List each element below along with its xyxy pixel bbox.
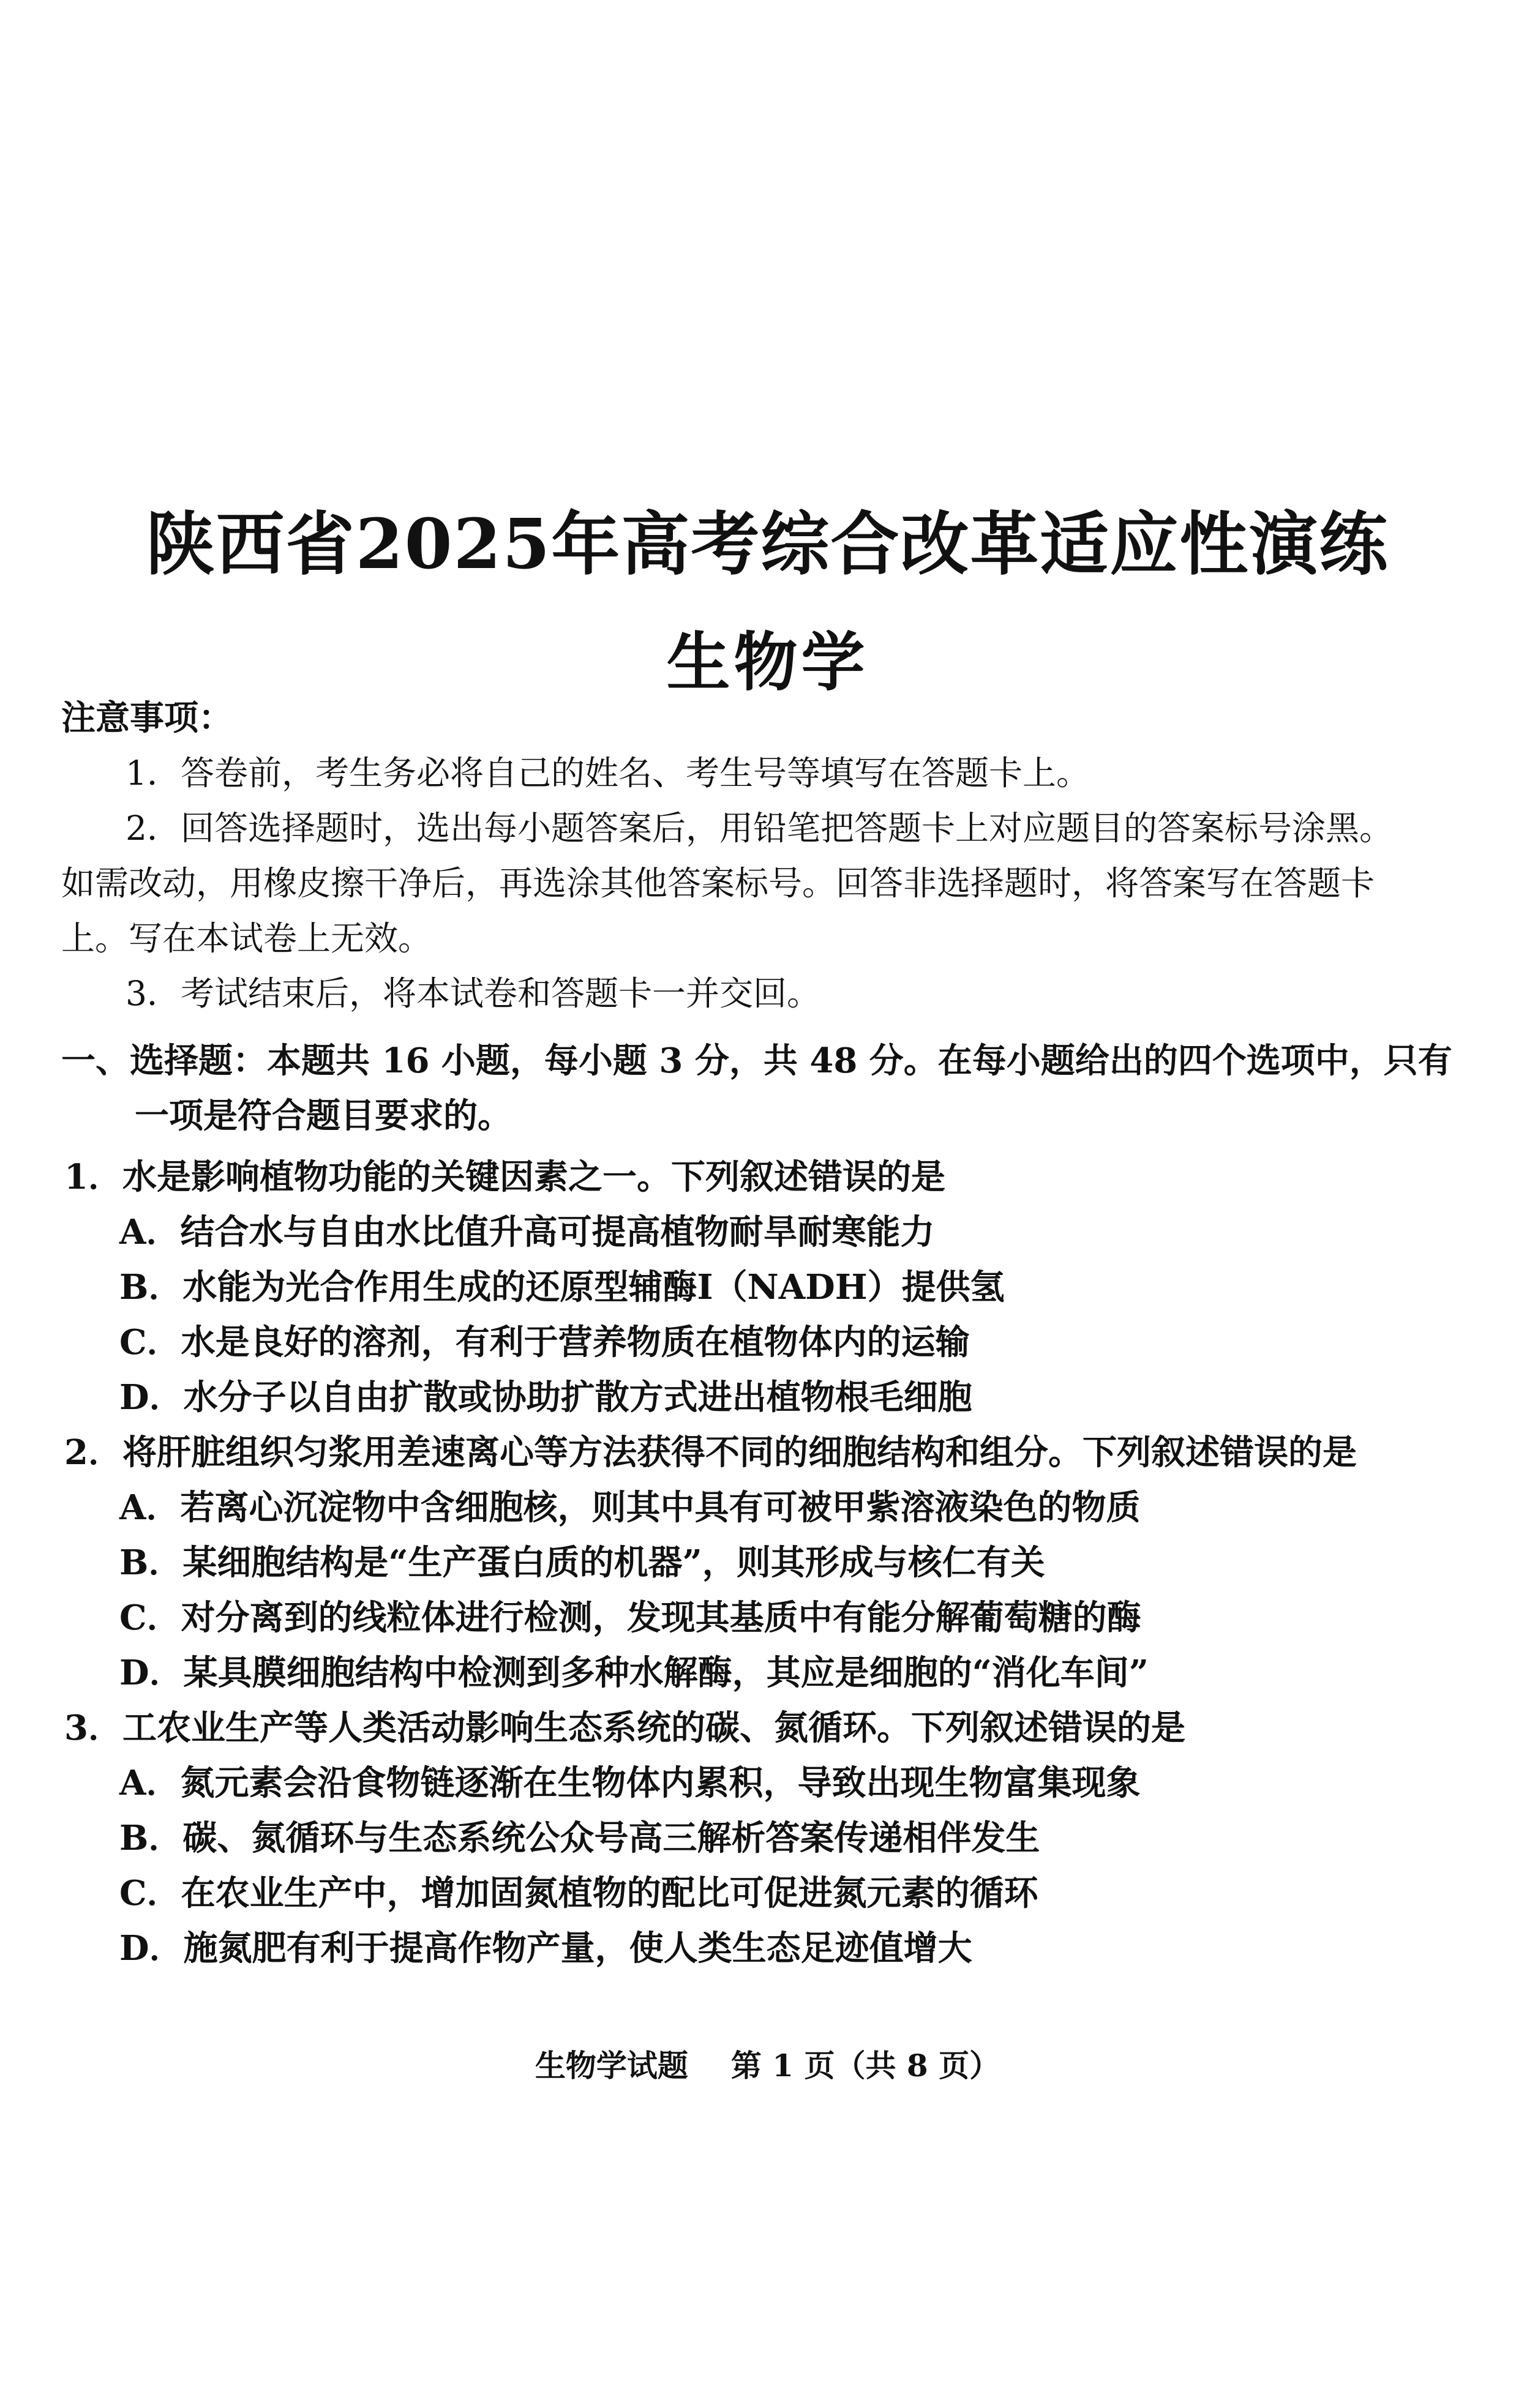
question-3-option-b: B．碳、氮循环与生态系统公众号高三解析答案传递相伴发生	[119, 1818, 1040, 1858]
question-1-option-d: D．水分子以自由扩散或协助扩散方式进出植物根毛细胞	[119, 1377, 972, 1418]
question-1-option-a: A．结合水与自由水比值升高可提高植物耐旱耐寒能力	[119, 1212, 935, 1252]
note-item-3: 3．考试结束后，将本试卷和答题卡一并交回。	[126, 974, 820, 1013]
question-2-option-d: D．某具膜细胞结构中检测到多种水解酶，其应是细胞的“消化车间”	[119, 1653, 1149, 1693]
question-2-option-b: B．某细胞结构是“生产蛋白质的机器”，则其形成与核仁有关	[119, 1542, 1045, 1583]
note-item-2-line-3: 上。写在本试卷上无效。	[61, 919, 432, 958]
section-1-instructions-cont: 一项是符合题目要求的。	[135, 1096, 512, 1136]
note-item-2-line-2: 如需改动，用橡皮擦干净后，再选涂其他答案标号。回答非选择题时，将答案写在答题卡	[61, 864, 1375, 903]
question-3-option-d: D．施氮肥有利于提高作物产量，使人类生态足迹值增大	[119, 1928, 972, 1969]
question-1-option-b: B．水能为光合作用生成的还原型辅酶I（NADH）提供氢	[119, 1267, 1005, 1307]
question-3-stem: 3．工农业生产等人类活动影响生态系统的碳、氮循环。下列叙述错误的是	[64, 1708, 1185, 1748]
page-footer	[0, 2041, 1535, 2085]
subject-title: 生物学	[666, 624, 869, 700]
question-2-option-c: C．对分离到的线粒体进行检测，发现其基质中有能分解葡萄糖的酶	[119, 1598, 1141, 1638]
question-2-option-a: A．若离心沉淀物中含细胞核，则其中具有可被甲紫溶液染色的物质	[119, 1487, 1141, 1528]
question-1-option-c: C．水是良好的溶剂，有利于营养物质在植物体内的运输	[119, 1322, 970, 1363]
question-3-option-a: A．氮元素会沿食物链逐渐在生物体内累积，导致出现生物富集现象	[119, 1763, 1141, 1803]
footer-page-number: 第 1 页（共 8 页）	[730, 2047, 1000, 2084]
note-item-1: 1．答卷前，考生务必将自己的姓名、考生号等填写在答题卡上。	[126, 753, 1090, 793]
question-3-option-c: C．在农业生产中，增加固氮植物的配比可促进氮元素的循环	[119, 1873, 1038, 1913]
footer-subject: 生物学试题	[535, 2047, 688, 2084]
section-1-instructions: 一、选择题：本题共 16 小题，每小题 3 分，共 48 分。在每小题给出的四个选项中，只有	[61, 1041, 1452, 1081]
question-2-stem: 2．将肝脏组织匀浆用差速离心等方法获得不同的细胞结构和组分。下列叙述错误的是	[64, 1432, 1357, 1473]
notes-heading: 注意事项：	[61, 698, 233, 738]
note-item-2-line-1: 2．回答选择题时，选出每小题答案后，用铅笔把答题卡上对应题目的答案标号涂黑。	[126, 809, 1393, 848]
exam-title: 陕西省2025年高考综合改革适应性演练	[146, 504, 1389, 585]
question-1-stem: 1．水是影响植物功能的关键因素之一。下列叙述错误的是	[64, 1157, 945, 1197]
